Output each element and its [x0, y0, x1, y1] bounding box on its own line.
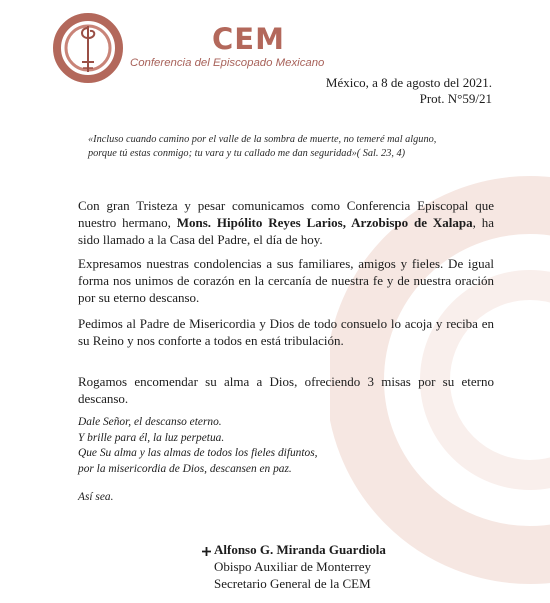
cem-logo-icon: [52, 12, 124, 84]
prayer-block: [78, 415, 398, 477]
signatory-name: Alfonso G. Miranda Guardiola: [214, 542, 386, 557]
cross-icon: [202, 547, 211, 556]
date-text: México, a 8 de agosto del 2021.: [325, 75, 492, 90]
quote-text: «Incluso cuando camino por el valle de la sombra de muerte, no temeré mal alguno, porque tú estas conmigo; tu vara y tu callado me dan seguridad»: [88, 134, 437, 159]
deceased-name: Mons. Hipólito Reyes Larios, Arzobispo de Xalapa: [176, 215, 473, 230]
masses-paragraph: Rogamos encomendar su alma a Dios, ofreciendo 3 misas por su eterno descanso.: [78, 374, 494, 406]
prayer-line: Y brille para él, la luz perpetua.: [78, 431, 225, 444]
dateline: [326, 75, 492, 107]
scripture-quote: [88, 133, 458, 161]
signature-block: [202, 541, 386, 592]
logo-acronym: CEM: [212, 22, 285, 56]
prayer-line: Que Su alma y las almas de todos los fieles difuntos,: [78, 447, 318, 459]
signatory-title: Obispo Auxiliar de Monterrey: [214, 559, 372, 574]
petition-paragraph: Pedimos al Padre de Misericordia y Dios de todo consuelo lo acoja y reciba en su Reino y nos conforte a todos en está tribulación.: [78, 316, 494, 348]
condolences-paragraph: Expresamos nuestras condolencias a sus familiares, amigos y fieles. De igual forma nos unimos de corazón en la cercanía de nuestra fe y de nuestra oración por su eterno descanso.: [78, 256, 494, 305]
logo-subtitle: Conferencia del Episcopado Mexicano: [130, 57, 325, 69]
p1-text-start: Con gran Tristeza y pesar comunicamos como Conferencia Episcopal que nuestro hermano,: [78, 198, 494, 230]
prayer-line: por la misericordia de Dios, descansen en paz.: [78, 462, 292, 475]
signatory-title: Secretario General de la CEM: [214, 576, 371, 591]
quote-citation: ( Sal. 23, 4): [356, 148, 406, 159]
announcement-paragraph: [78, 197, 494, 248]
protocol-number: Prot. N°59/21: [419, 91, 492, 106]
prayer-closing: Así sea.: [78, 491, 114, 503]
signatory-name-line: [202, 541, 386, 558]
p1-text-end: , ha sido llamado a la Casa del Padre, el día de hoy.: [78, 215, 494, 247]
prayer-line: Dale Señor, el descanso eterno.: [78, 416, 222, 428]
